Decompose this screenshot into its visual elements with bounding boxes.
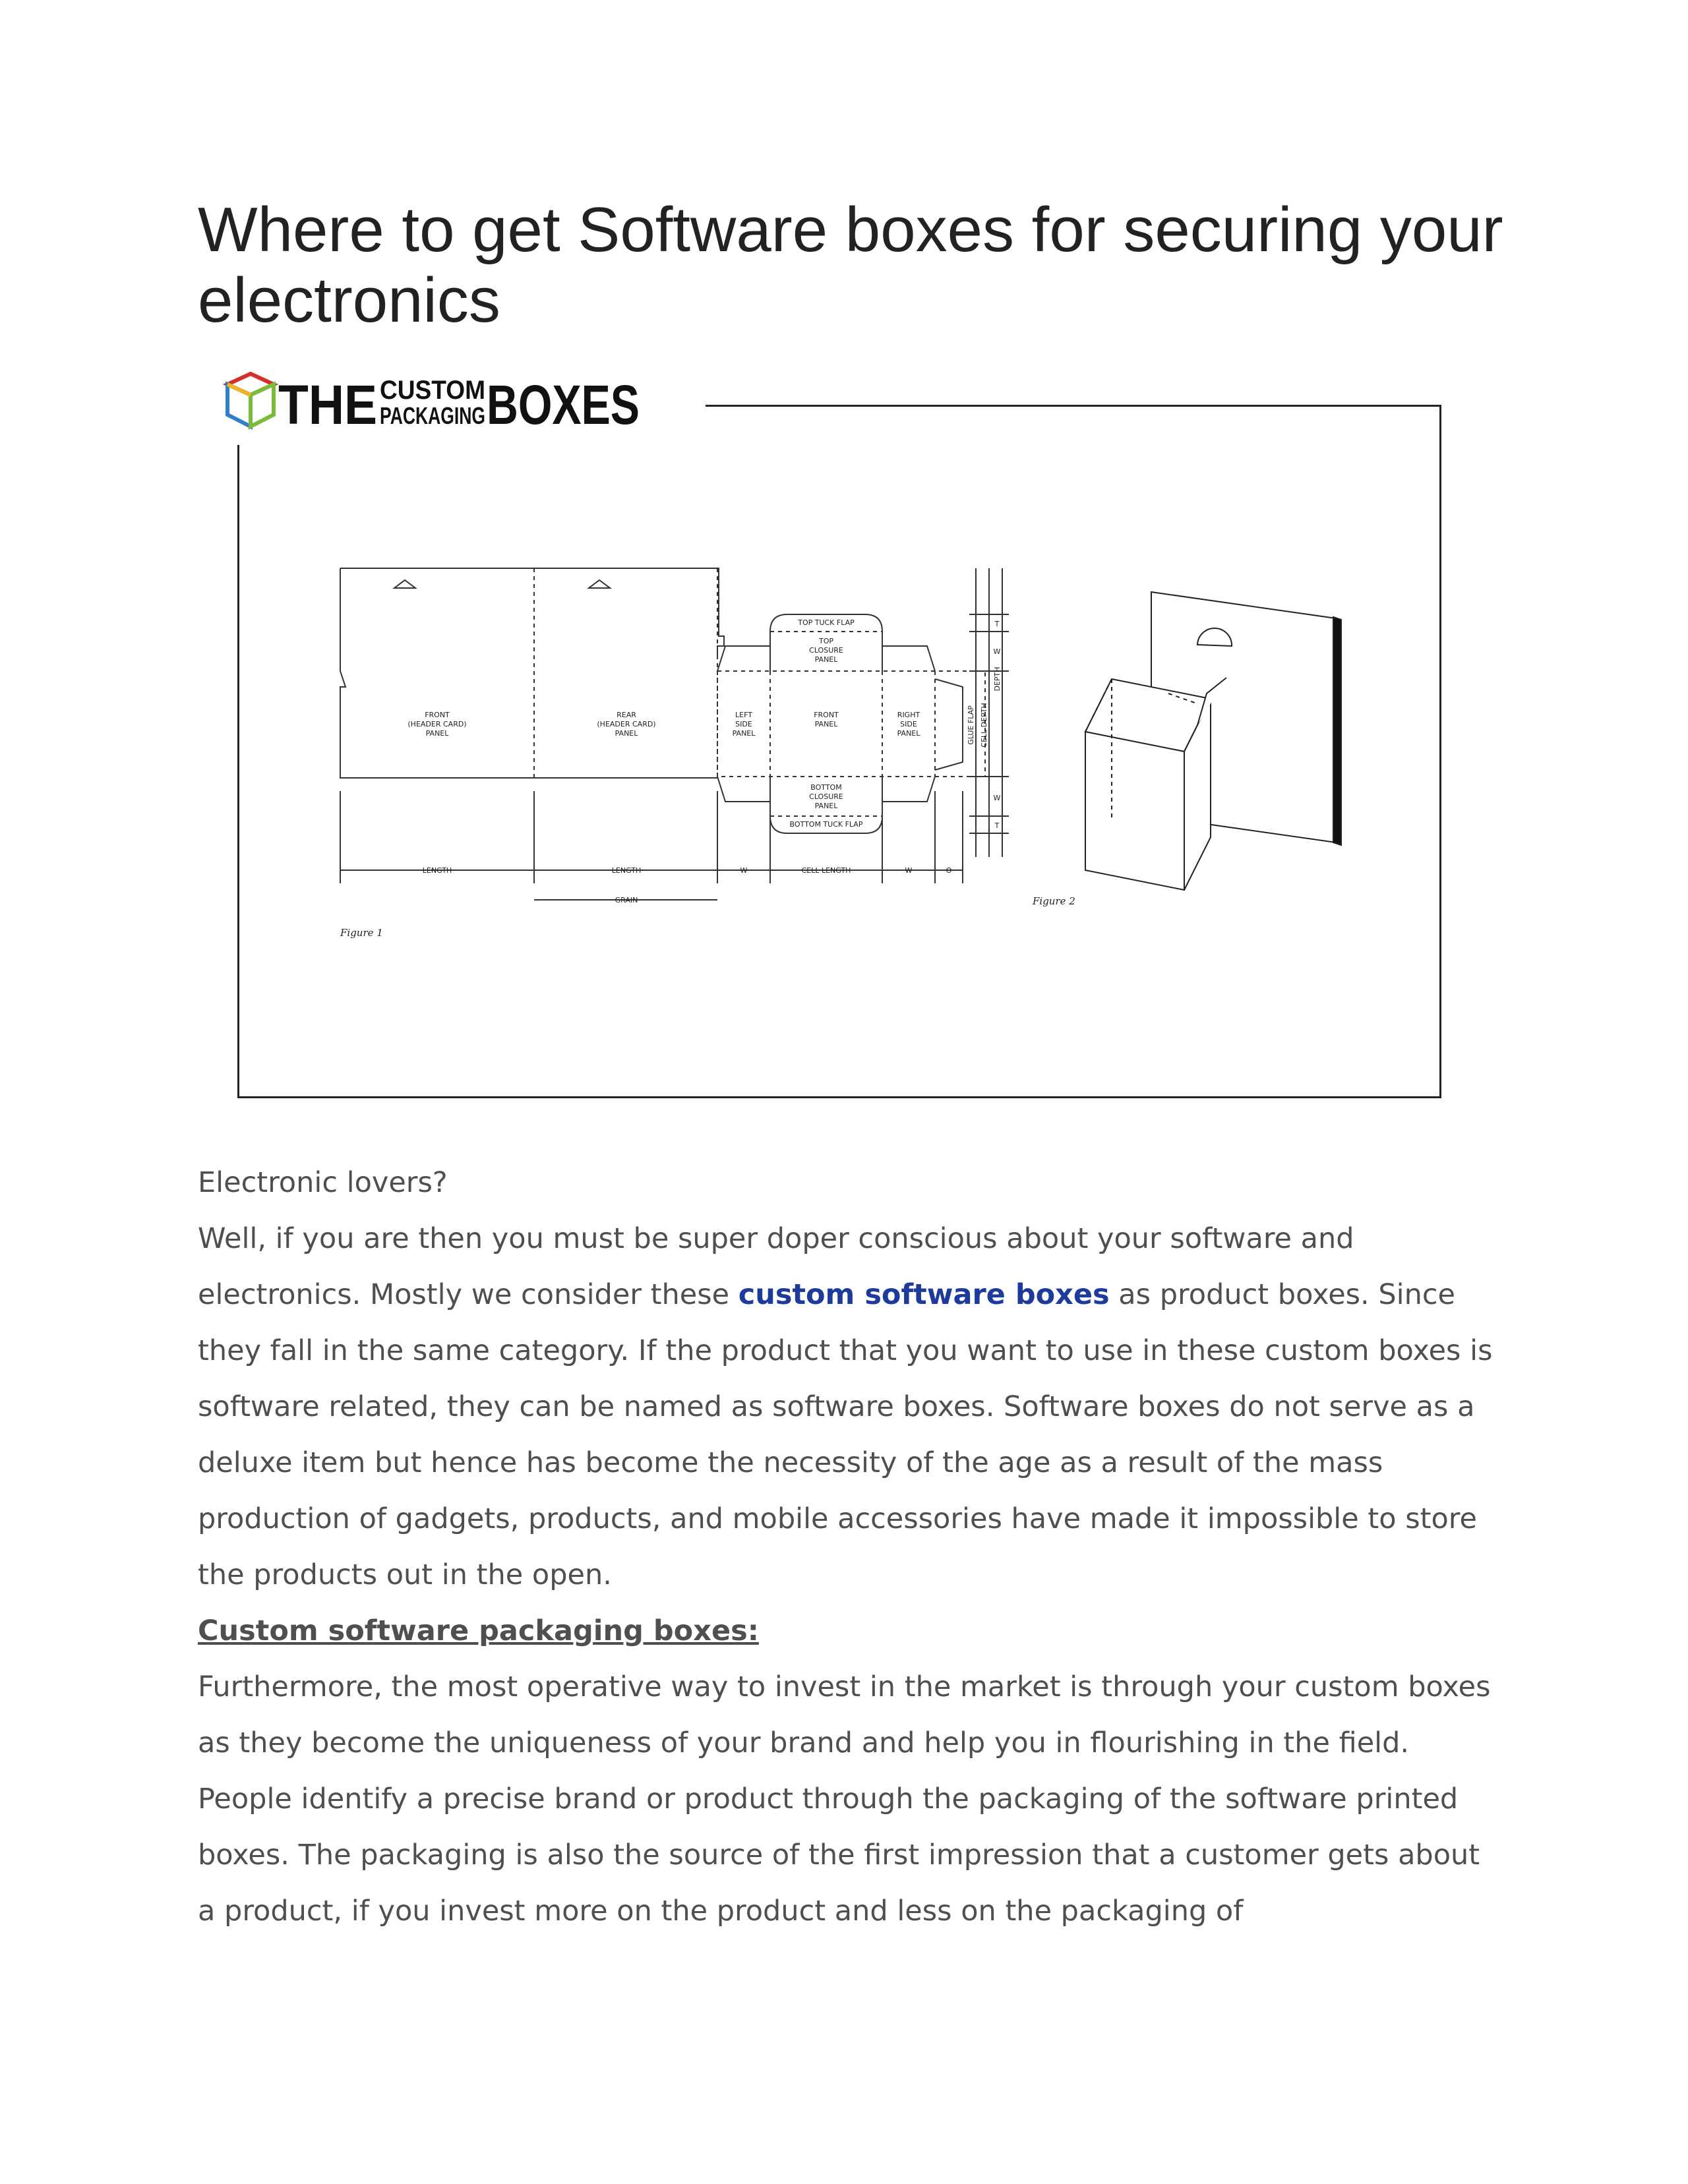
paragraph-1-start: Well, if you are then you must be super doper conscious about your software and electronics. Mostly we consider these: [198, 1222, 1354, 1311]
section-subheading: Custom software packaging boxes:: [198, 1614, 759, 1647]
logo-the: THE: [278, 374, 377, 436]
label-bottom-closure-2: CLOSURE: [809, 792, 843, 801]
box-dieline-diagram: [316, 541, 1372, 969]
dim-w-top: W: [993, 647, 1001, 656]
dim-w-bottom: W: [993, 794, 1001, 802]
label-bottom-closure-3: PANEL: [814, 802, 838, 810]
paragraph-1-end: as product boxes. Since they fall in the same category. If the product that you want to use in these custom boxes is software related, they can be named as software boxes. Software boxes do not serve as a deluxe item but hence has become the necessity of the age as a result of the mass production of gadgets, products, and mobile accessories have made it impossible to store the products out in the open.: [198, 1278, 1493, 1591]
label-front-2: (HEADER CARD): [407, 720, 467, 728]
header-panels-outline: [340, 568, 724, 778]
dim-w-1: W: [740, 866, 748, 875]
label-top-closure-2: CLOSURE: [809, 646, 843, 655]
paragraph-1: [198, 1211, 1503, 1603]
figure2-caption: Figure 2: [1033, 895, 1075, 907]
label-rear-3: PANEL: [615, 729, 638, 738]
page-title: Where to get Software boxes for securing your electronics: [198, 194, 1503, 336]
logo-boxes: BOXES: [487, 374, 640, 436]
dim-w-2: W: [905, 866, 913, 875]
article-body: [198, 1155, 1503, 1939]
dim-length-2: LENGTH: [611, 866, 642, 875]
label-cell-depth: CELL DEPTH: [980, 703, 988, 748]
dim-cell-length: CELL LENGTH: [801, 866, 851, 875]
figure1-caption: Figure 1: [340, 927, 383, 939]
label-top-closure-1: TOP: [818, 637, 834, 645]
label-left-side-2: SIDE: [735, 720, 752, 728]
dim-t-top: T: [994, 620, 1000, 628]
label-right-side-2: SIDE: [900, 720, 917, 728]
label-bottom-tuck-flap: BOTTOM TUCK FLAP: [789, 820, 863, 829]
label-glue-flap: GLUE FLAP: [967, 705, 975, 745]
label-depth: DEPTH: [993, 666, 1002, 692]
custom-software-boxes-link[interactable]: custom software boxes: [738, 1278, 1110, 1311]
label-front-3: PANEL: [425, 729, 449, 738]
label-top-tuck-flap: TOP TUCK FLAP: [798, 618, 855, 627]
intro-line: Electronic lovers?: [198, 1166, 448, 1199]
label-right-side-3: PANEL: [897, 729, 920, 738]
label-rear-1: REAR: [617, 711, 636, 719]
logo-custom: CUSTOM: [380, 376, 485, 405]
brand-logo: [218, 366, 706, 445]
label-right-side-1: RIGHT: [897, 711, 920, 719]
label-top-closure-3: PANEL: [814, 655, 838, 664]
logo-graphic: [218, 366, 706, 445]
label-left-side-3: PANEL: [732, 729, 756, 738]
label-rear-2: (HEADER CARD): [597, 720, 656, 728]
dim-o: O: [946, 866, 952, 875]
paragraph-2: Furthermore, the most operative way to invest in the market is through your custom boxes as they become the uniqueness of your brand and help you in flourishing in the field. People identify a precise brand or product through the packaging of the software printed boxes. The packaging is also the source of the first impression that a customer gets about a product, if you invest more on the product and less on the packaging of: [198, 1670, 1491, 1928]
label-front-1: FRONT: [425, 711, 450, 719]
cube-icon: [227, 374, 274, 427]
dim-t-bottom: T: [994, 821, 1000, 830]
dim-grain: GRAIN: [615, 896, 638, 904]
dim-length-1: LENGTH: [422, 866, 452, 875]
logo-packaging: PACKAGING: [380, 402, 485, 429]
label-front-panel-2: PANEL: [814, 720, 838, 728]
label-front-panel-1: FRONT: [814, 711, 839, 719]
label-left-side-1: LEFT: [735, 711, 752, 719]
label-bottom-closure-1: BOTTOM: [810, 783, 842, 792]
